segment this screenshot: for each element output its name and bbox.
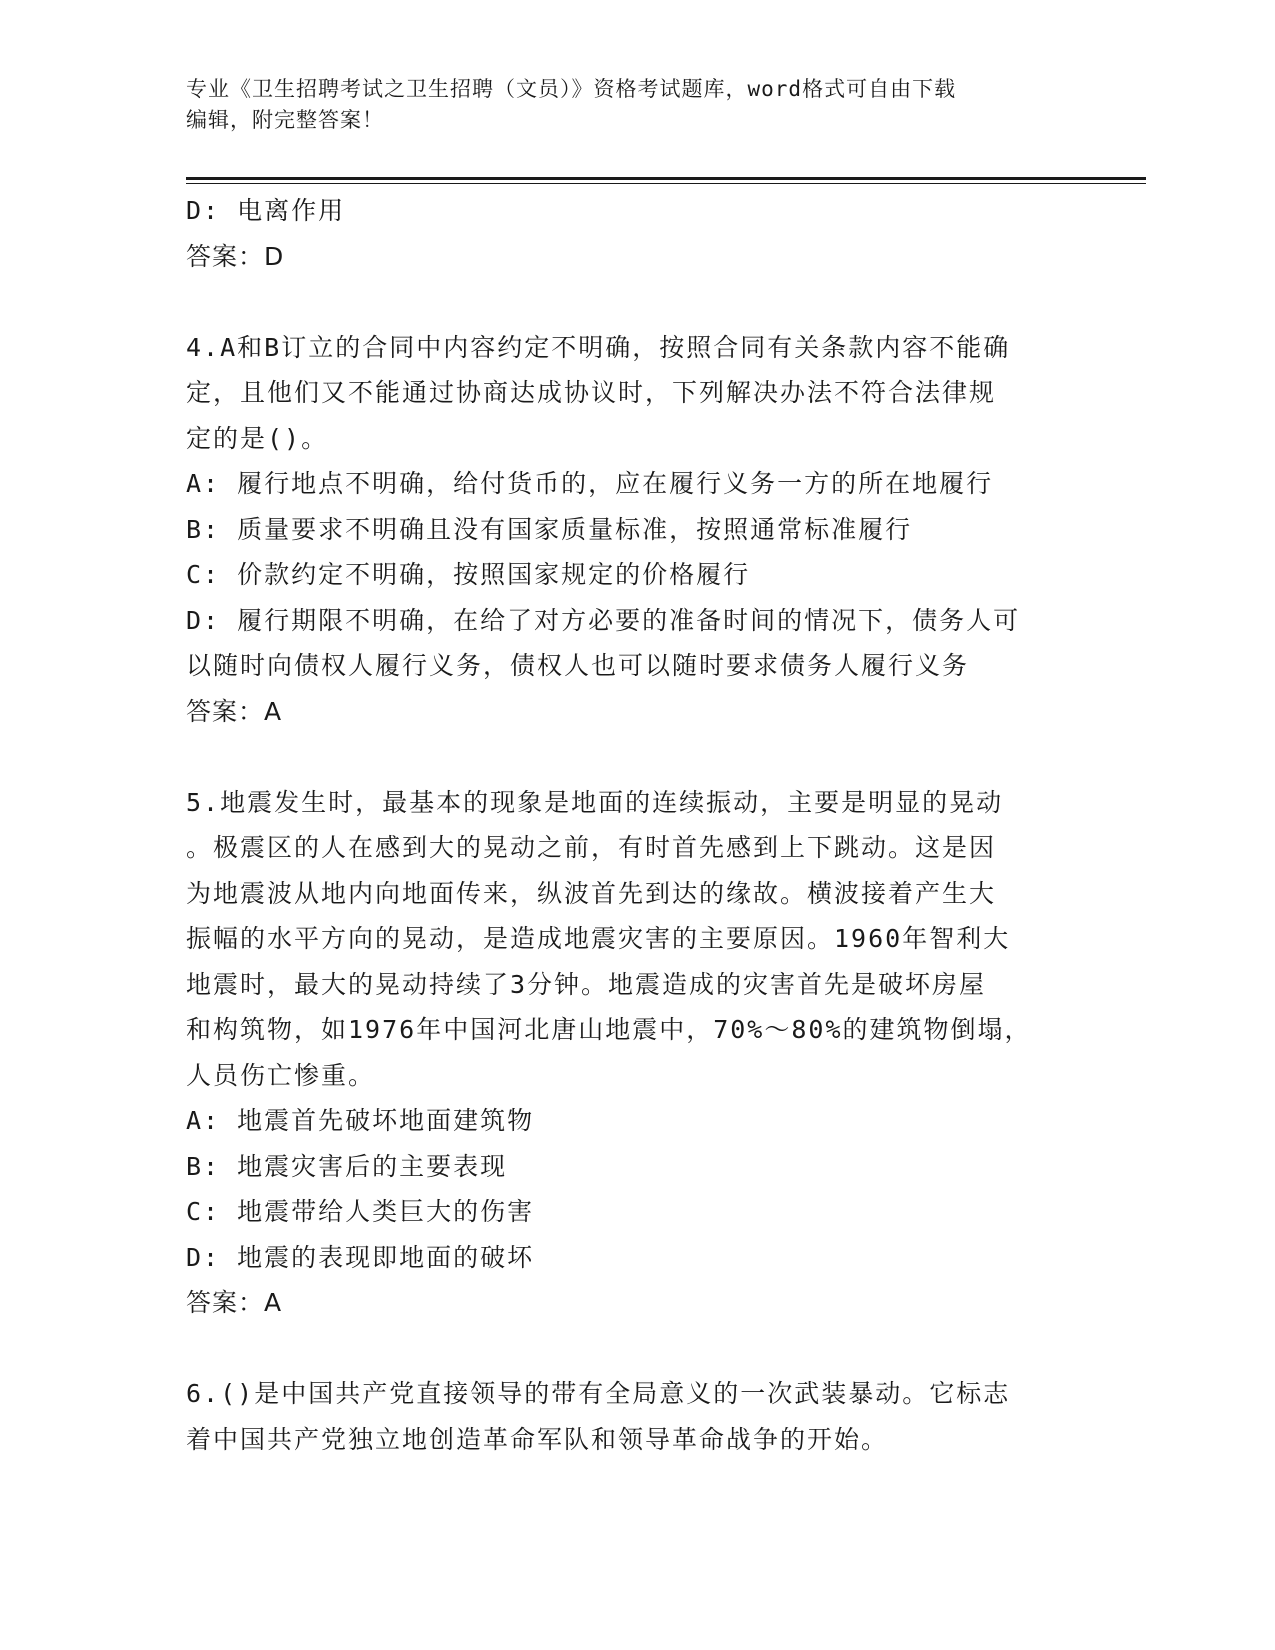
header-line-2: 编辑，附完整答案！ — [186, 108, 384, 132]
q5-option-a: A: 地震首先破坏地面建筑物 — [186, 1106, 535, 1135]
q5-stem-line: 。极震区的人在感到大的晃动之前，有时首先感到上下跳动。这是因 — [186, 833, 997, 862]
q4-option-a: A: 履行地点不明确，给付货币的，应在履行义务一方的所在地履行 — [186, 469, 994, 498]
header-divider-thin — [186, 183, 1146, 184]
q4-option-d-line: D: 履行期限不明确，在给了对方必要的准备时间的情况下，债务人可 — [186, 605, 1021, 635]
spacer — [186, 734, 1086, 780]
question-4 — [186, 325, 1086, 735]
spacer — [186, 1326, 1086, 1372]
question-content — [186, 188, 1086, 1462]
question-6 — [186, 1371, 1086, 1462]
q6-stem-line: 6.()是中国共产党直接领导的带有全局意义的一次武装暴动。它标志 — [186, 1379, 1011, 1408]
q3-option-d: D: 电离作用 — [186, 196, 346, 225]
q5-stem-line: 和构筑物，如1976年中国河北唐山地震中，70%～80%的建筑物倒塌， — [186, 1015, 1032, 1044]
q6-stem-line: 着中国共产党独立地创造革命军队和领导革命战争的开始。 — [186, 1424, 889, 1454]
q5-stem-line: 振幅的水平方向的晃动，是造成地震灾害的主要原因。1960年智利大 — [186, 924, 1011, 953]
q5-option-c: C: 地震带给人类巨大的伤害 — [186, 1197, 535, 1226]
header-line-1: 专业《卫生招聘考试之卫生招聘（文员）》资格考试题库，word格式可自由下载 — [186, 77, 957, 101]
q5-stem-line: 为地震波从地内向地面传来，纵波首先到达的缘故。横波接着产生大 — [186, 878, 997, 908]
spacer — [186, 279, 1086, 325]
q4-stem-line: 定，且他们又不能通过协商达成协议时，下列解决办法不符合法律规 — [186, 378, 997, 407]
question-5 — [186, 780, 1086, 1326]
q3-answer: 答案：D — [186, 241, 285, 271]
header-divider-thick — [186, 177, 1146, 180]
q5-option-d: D: 地震的表现即地面的破坏 — [186, 1242, 535, 1272]
q4-option-c: C: 价款约定不明确，按照国家规定的价格履行 — [186, 560, 751, 589]
q5-stem-line: 5.地震发生时，最基本的现象是地面的连续振动，主要是明显的晃动 — [186, 787, 1004, 817]
page-header — [186, 74, 1066, 136]
q4-stem-line: 4.A和B订立的合同中内容约定不明确，按照合同有关条款内容不能确 — [186, 332, 1011, 362]
q4-option-d-line: 以随时向债权人履行义务，债权人也可以随时要求债务人履行义务 — [186, 651, 970, 680]
q5-stem-line: 人员伤亡惨重。 — [186, 1060, 376, 1090]
q4-answer: 答案：A — [186, 696, 283, 726]
q5-stem-line: 地震时，最大的晃动持续了3分钟。地震造成的灾害首先是破坏房屋 — [186, 969, 987, 999]
q4-option-b: B: 质量要求不明确且没有国家质量标准，按照通常标准履行 — [186, 514, 913, 544]
q5-option-b: B: 地震灾害后的主要表现 — [186, 1151, 508, 1181]
q4-stem-line: 定的是()。 — [186, 423, 329, 453]
question-3-tail — [186, 188, 1086, 279]
q5-answer: 答案：A — [186, 1288, 283, 1317]
